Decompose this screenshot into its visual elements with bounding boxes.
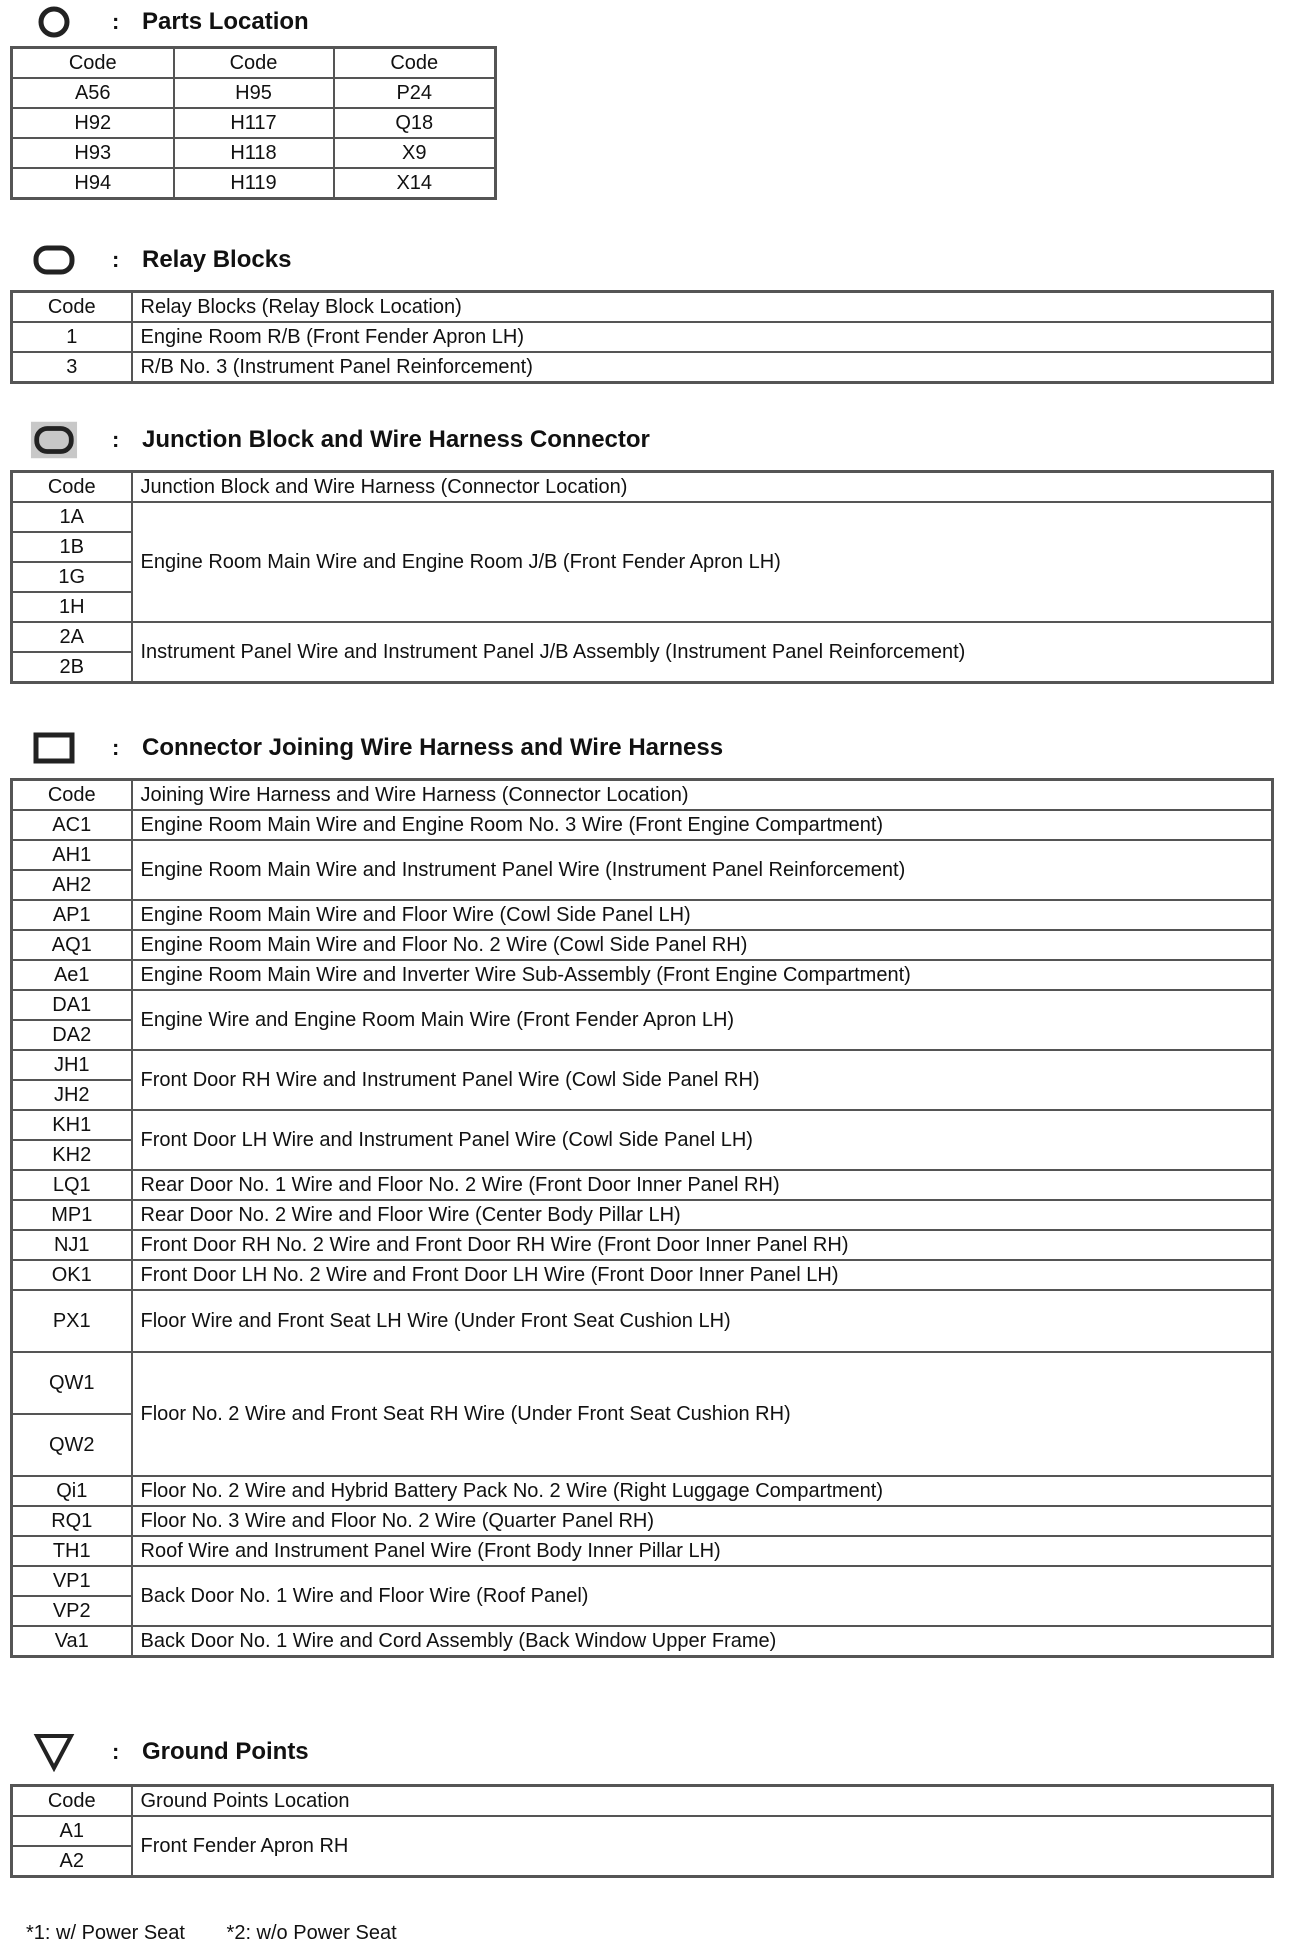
table-row xyxy=(12,1626,1273,1657)
description-cell: Floor Wire and Front Seat LH Wire (Under Front Seat Cushion LH) xyxy=(132,1290,1273,1352)
table-row xyxy=(12,900,1273,930)
joining-connector-table xyxy=(10,778,1274,1658)
table-row xyxy=(12,1050,1273,1080)
code-cell: A1 xyxy=(12,1816,132,1846)
column-header: Code xyxy=(174,48,334,79)
code-cell: Q18 xyxy=(334,108,496,138)
section-title: Relay Blocks xyxy=(142,246,292,273)
code-cell: 1H xyxy=(12,592,132,622)
code-cell: VP2 xyxy=(12,1596,132,1626)
table-row xyxy=(12,1230,1273,1260)
colon: : xyxy=(112,1739,120,1764)
footnote-power-seat: *1: w/ Power Seat xyxy=(26,1922,185,1944)
column-header: Code xyxy=(12,292,132,323)
code-cell: AH1 xyxy=(12,840,132,870)
table-row xyxy=(12,502,1273,532)
table-row xyxy=(12,1170,1273,1200)
table-row xyxy=(12,1352,1273,1414)
column-header: Relay Blocks (Relay Block Location) xyxy=(132,292,1273,323)
colon: : xyxy=(112,735,120,760)
table-row xyxy=(12,1200,1273,1230)
table-row xyxy=(12,78,496,108)
table-row xyxy=(12,322,1273,352)
description-cell: Floor No. 2 Wire and Hybrid Battery Pack No. 2 Wire (Right Luggage Compartment) xyxy=(132,1476,1273,1506)
code-cell: RQ1 xyxy=(12,1506,132,1536)
code-cell: 1G xyxy=(12,562,132,592)
description-cell: Rear Door No. 1 Wire and Floor No. 2 Wire (Front Door Inner Panel RH) xyxy=(132,1170,1273,1200)
table-row xyxy=(12,810,1273,840)
code-cell: TH1 xyxy=(12,1536,132,1566)
description-cell: Engine Room Main Wire and Engine Room J/B (Front Fender Apron LH) xyxy=(132,502,1273,622)
code-cell: AH2 xyxy=(12,870,132,900)
table-row xyxy=(12,622,1273,652)
section-title: Junction Block and Wire Harness Connector xyxy=(142,426,650,453)
description-cell: Engine Room Main Wire and Instrument Panel Wire (Instrument Panel Reinforcement) xyxy=(132,840,1273,900)
code-cell: LQ1 xyxy=(12,1170,132,1200)
code-cell: DA1 xyxy=(12,990,132,1020)
code-cell: JH1 xyxy=(12,1050,132,1080)
footnotes xyxy=(26,1922,433,1945)
description-cell: Front Door LH No. 2 Wire and Front Door LH Wire (Front Door Inner Panel LH) xyxy=(132,1260,1273,1290)
column-header: Code xyxy=(334,48,496,79)
table-row xyxy=(12,960,1273,990)
description-cell: Floor No. 2 Wire and Front Seat RH Wire (Under Front Seat Cushion RH) xyxy=(132,1352,1273,1476)
code-cell: X14 xyxy=(334,168,496,199)
code-cell: P24 xyxy=(334,78,496,108)
description-cell: Front Door RH Wire and Instrument Panel Wire (Cowl Side Panel RH) xyxy=(132,1050,1273,1110)
code-cell: Qi1 xyxy=(12,1476,132,1506)
colon: : xyxy=(112,9,120,34)
code-cell: 1B xyxy=(12,532,132,562)
description-cell: Engine Room Main Wire and Floor No. 2 Wire (Cowl Side Panel RH) xyxy=(132,930,1273,960)
code-cell: NJ1 xyxy=(12,1230,132,1260)
description-cell: Front Door RH No. 2 Wire and Front Door RH Wire (Front Door Inner Panel RH) xyxy=(132,1230,1273,1260)
code-cell: A56 xyxy=(12,78,174,108)
code-cell: KH1 xyxy=(12,1110,132,1140)
code-cell: MP1 xyxy=(12,1200,132,1230)
code-cell: H119 xyxy=(174,168,334,199)
code-cell: JH2 xyxy=(12,1080,132,1110)
code-cell: 3 xyxy=(12,352,132,383)
description-cell: Back Door No. 1 Wire and Cord Assembly (Back Window Upper Frame) xyxy=(132,1626,1273,1657)
parts-location-table xyxy=(10,46,497,200)
code-cell: AQ1 xyxy=(12,930,132,960)
code-cell: X9 xyxy=(334,138,496,168)
description-cell: R/B No. 3 (Instrument Panel Reinforcement) xyxy=(132,352,1273,383)
table-row xyxy=(12,1536,1273,1566)
description-cell: Engine Room Main Wire and Engine Room No. 3 Wire (Front Engine Compartment) xyxy=(132,810,1273,840)
section-title: Parts Location xyxy=(142,8,309,35)
colon: : xyxy=(112,247,120,272)
table-row xyxy=(12,1816,1273,1846)
column-header: Ground Points Location xyxy=(132,1786,1273,1817)
description-cell: Floor No. 3 Wire and Floor No. 2 Wire (Quarter Panel RH) xyxy=(132,1506,1273,1536)
table-row xyxy=(12,1260,1273,1290)
description-cell: Instrument Panel Wire and Instrument Panel J/B Assembly (Instrument Panel Reinforcement) xyxy=(132,622,1273,683)
column-header: Joining Wire Harness and Wire Harness (Connector Location) xyxy=(132,780,1273,811)
table-row xyxy=(12,108,496,138)
junction-block-table xyxy=(10,470,1274,684)
description-cell: Back Door No. 1 Wire and Floor Wire (Roof Panel) xyxy=(132,1566,1273,1626)
relay-blocks-table xyxy=(10,290,1274,384)
circle-icon xyxy=(30,4,78,40)
table-row xyxy=(12,138,496,168)
code-cell: A2 xyxy=(12,1846,132,1877)
description-cell: Engine Wire and Engine Room Main Wire (Front Fender Apron LH) xyxy=(132,990,1273,1050)
column-header: Code xyxy=(12,1786,132,1817)
code-cell: H118 xyxy=(174,138,334,168)
footnote-no-power-seat: *2: w/o Power Seat xyxy=(226,1922,397,1944)
section-title: Ground Points xyxy=(142,1738,309,1765)
code-cell: H117 xyxy=(174,108,334,138)
description-cell: Engine Room Main Wire and Floor Wire (Cowl Side Panel LH) xyxy=(132,900,1273,930)
table-row xyxy=(12,1290,1273,1352)
table-row xyxy=(12,1506,1273,1536)
code-cell: 1A xyxy=(12,502,132,532)
description-cell: Engine Room Main Wire and Inverter Wire Sub-Assembly (Front Engine Compartment) xyxy=(132,960,1273,990)
column-header: Code xyxy=(12,780,132,811)
code-cell: KH2 xyxy=(12,1140,132,1170)
code-cell: QW2 xyxy=(12,1414,132,1476)
code-cell: AP1 xyxy=(12,900,132,930)
code-cell: DA2 xyxy=(12,1020,132,1050)
code-cell: H92 xyxy=(12,108,174,138)
code-cell: QW1 xyxy=(12,1352,132,1414)
table-row xyxy=(12,352,1273,383)
code-cell: VP1 xyxy=(12,1566,132,1596)
description-cell: Front Fender Apron RH xyxy=(132,1816,1273,1877)
code-cell: Ae1 xyxy=(12,960,132,990)
ground-points-table xyxy=(10,1784,1274,1878)
table-row xyxy=(12,990,1273,1020)
table-row xyxy=(12,930,1273,960)
colon: : xyxy=(112,427,120,452)
table-row xyxy=(12,1476,1273,1506)
code-cell: Va1 xyxy=(12,1626,132,1657)
code-cell: OK1 xyxy=(12,1260,132,1290)
code-cell: H93 xyxy=(12,138,174,168)
code-cell: 2A xyxy=(12,622,132,652)
column-header: Code xyxy=(12,472,132,503)
code-cell: 1 xyxy=(12,322,132,352)
section-title: Connector Joining Wire Harness and Wire Harness xyxy=(142,734,724,761)
code-cell: AC1 xyxy=(12,810,132,840)
table-row xyxy=(12,168,496,199)
table-row xyxy=(12,1110,1273,1140)
code-cell: H95 xyxy=(174,78,334,108)
description-cell: Roof Wire and Instrument Panel Wire (Front Body Inner Pillar LH) xyxy=(132,1536,1273,1566)
table-row xyxy=(12,1566,1273,1596)
description-cell: Rear Door No. 2 Wire and Floor Wire (Center Body Pillar LH) xyxy=(132,1200,1273,1230)
column-header: Code xyxy=(12,48,174,79)
code-cell: 2B xyxy=(12,652,132,683)
description-cell: Engine Room R/B (Front Fender Apron LH) xyxy=(132,322,1273,352)
code-cell: H94 xyxy=(12,168,174,199)
description-cell: Front Door LH Wire and Instrument Panel Wire (Cowl Side Panel LH) xyxy=(132,1110,1273,1170)
column-header: Junction Block and Wire Harness (Connector Location) xyxy=(132,472,1273,503)
rounded-rect-icon xyxy=(30,242,78,278)
table-row xyxy=(12,840,1273,870)
shaded-rounded-rect-icon xyxy=(30,422,78,458)
square-icon xyxy=(30,730,78,766)
triangle-down-icon xyxy=(30,1734,78,1770)
code-cell: PX1 xyxy=(12,1290,132,1352)
